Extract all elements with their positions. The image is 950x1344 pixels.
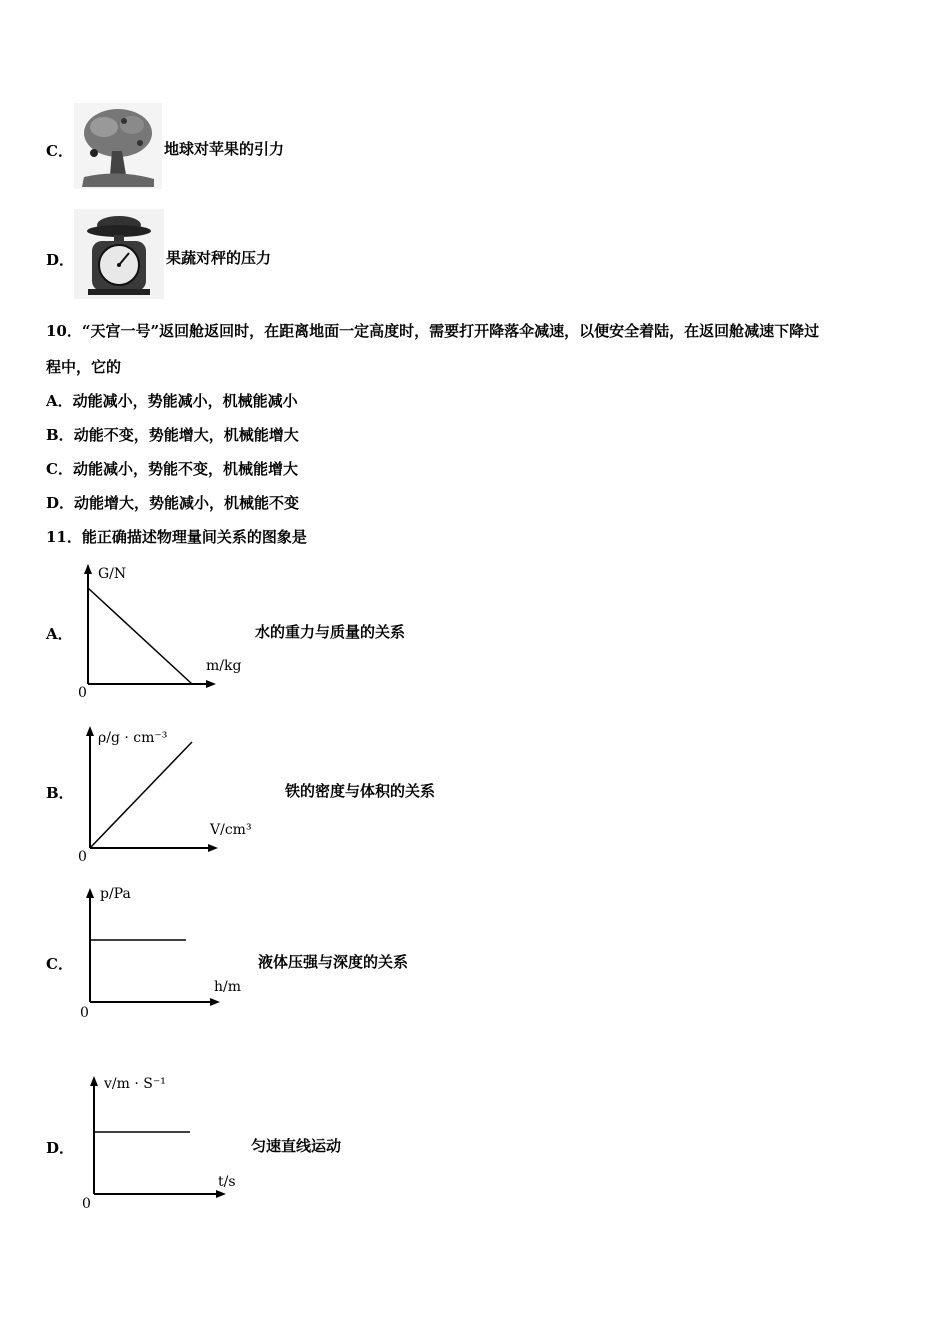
y-axis-arrow-icon (90, 1076, 98, 1086)
y-axis-arrow-icon (86, 726, 94, 736)
origin-label: 0 (78, 685, 87, 700)
q10-option-c (46, 459, 298, 479)
q10-option-c-letter: C． (46, 460, 73, 478)
y-axis-arrow-icon (84, 564, 92, 574)
q11-graph-d (74, 1068, 264, 1213)
q11-stem: 11．能正确描述物理量间关系的图象是 (46, 528, 307, 546)
origin-label: 0 (82, 1196, 91, 1212)
q11-graph-a (74, 560, 254, 700)
x-axis-label: h/m (214, 979, 242, 995)
q10-option-b-letter: B． (46, 426, 74, 444)
q10-option-d-letter: D． (46, 494, 75, 512)
scale-image (74, 209, 164, 299)
y-axis-arrow-icon (86, 888, 94, 898)
q11-graph-c (74, 880, 254, 1025)
q10-option-d (46, 493, 299, 513)
y-axis-label: ρ/g · cm⁻³ (98, 730, 168, 746)
graph-line (90, 742, 192, 848)
q11-option-b-letter: B． (46, 784, 74, 802)
q11-option-a-letter: A． (46, 625, 73, 643)
y-axis-label: p/Pa (100, 886, 131, 902)
q10-stem-line2: 程中，它的 (46, 358, 122, 376)
q11-option-c-caption: 液体压强与深度的关系 (258, 953, 409, 971)
option-c-letter: C． (46, 142, 73, 160)
x-axis-label: t/s (218, 1174, 236, 1190)
q10-option-a (46, 391, 298, 411)
x-axis-arrow-icon (216, 1190, 226, 1198)
q10-option-d-text: 动能增大，势能减小，机械能不变 (74, 494, 300, 512)
x-axis-label: m/kg (206, 658, 242, 674)
q11-option-a-caption: 水的重力与质量的关系 (255, 623, 406, 641)
y-axis-label: G/N (98, 566, 127, 582)
option-d-letter: D． (46, 251, 75, 269)
q11-option-b-caption: 铁的密度与体积的关系 (285, 782, 436, 800)
x-axis-label: V/cm³ (210, 822, 252, 838)
q11-option-c-letter: C． (46, 955, 73, 973)
option-c-text: 地球对苹果的引力 (164, 140, 285, 158)
q11-option-d-caption: 匀速直线运动 (251, 1137, 342, 1155)
q10-option-a-text: 动能减小，势能减小，机械能减小 (72, 392, 298, 410)
q10-option-c-text: 动能减小，势能不变，机械能增大 (72, 460, 298, 478)
x-axis-arrow-icon (206, 680, 216, 688)
q10-option-b-text: 动能不变，势能增大，机械能增大 (73, 426, 299, 444)
q11-graph-b (74, 720, 264, 865)
option-d-text: 果蔬对秤的压力 (166, 249, 272, 267)
y-axis-label: v/m · S⁻¹ (104, 1076, 166, 1092)
x-axis-arrow-icon (208, 844, 218, 852)
q10-stem-line1: 10．“天宫一号”返回舱返回时，在距离地面一定高度时，需要打开降落伞减速，以便安全着陆，在返回舱减速下降过 (46, 322, 820, 340)
apple-tree-image (74, 103, 162, 189)
graph-line (88, 588, 192, 684)
q10-option-b (46, 425, 299, 445)
x-axis-arrow-icon (210, 998, 220, 1006)
origin-label: 0 (80, 1005, 89, 1021)
q11-option-d-letter: D． (46, 1139, 75, 1157)
origin-label: 0 (78, 849, 87, 865)
q10-option-a-letter: A． (46, 392, 73, 410)
